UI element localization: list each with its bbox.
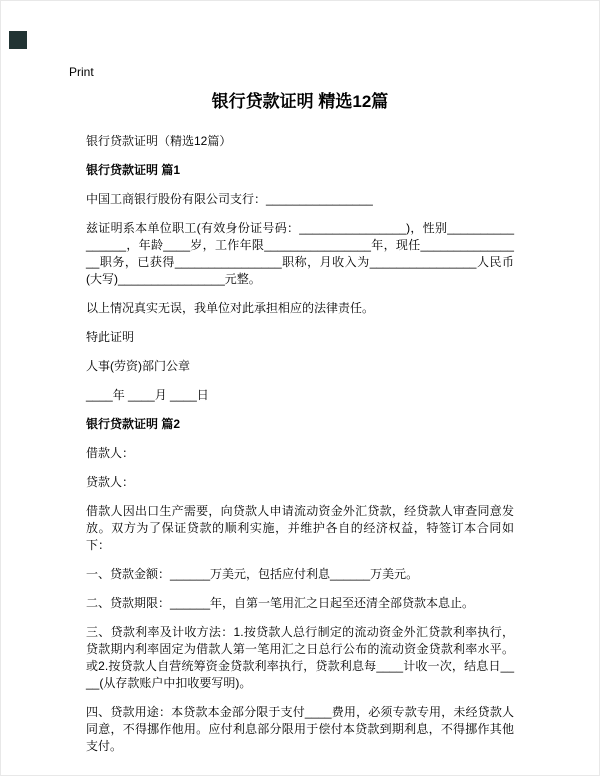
clause-1-amount: 一、贷款金额：______万美元，包括应付利息______万美元。 (86, 567, 419, 581)
borrower-line: 借款人： (86, 446, 135, 460)
clause-4-purpose: 四、贷款用途：本贷款本金部分限于支付____费用，必须专款专用，未经贷款人同意，不得挪作他用。应付利息部分限用于偿付本贷款到期利息，不得挪作其他支付。 (86, 705, 514, 753)
legal-statement: 以上情况真实无误，我单位对此承担相应的法律责任。 (86, 301, 375, 315)
lender-line: 贷款人： (86, 475, 135, 489)
contract-intro: 借款人因出口生产需要，向贷款人申请流动资金外汇贷款，经贷款人审查同意发放。双方为了保证贷款的顺利实施，并维护各自的经济权益，特签订本合同如下： (86, 504, 514, 552)
section-2-heading: 银行贷款证明 篇2 (86, 417, 181, 431)
print-button[interactable]: Print (69, 65, 94, 79)
clause-2-term: 二、贷款期限：______年，自第一笔用汇之日起至还清全部贷款本息止。 (86, 596, 475, 610)
hereby-certify-line: 特此证明 (86, 330, 135, 344)
section-1-heading: 银行贷款证明 篇1 (86, 163, 181, 177)
document-body (86, 91, 514, 767)
document-title: 银行贷款证明 精选12篇 (211, 92, 389, 111)
clause-3-interest: 三、贷款利率及计收方法：1.按贷款人总行制定的流动资金外汇贷款利率执行，贷款期内利率固定为借款人第一笔用汇之日总行公布的流动资金贷款利率水平。或2.按贷款人自营统筹资金贷款利率执行，贷款利息每____计收一次，结息日____(从存款账户中扣收要写明)。 (86, 625, 514, 690)
hr-seal-line: 人事(劳资)部门公章 (86, 359, 190, 373)
document-subtitle: 银行贷款证明（精选12篇） (86, 134, 232, 148)
certificate-body: 兹证明系本单位职工(有效身份证号码：________________)，性别________________，年龄____岁，工作年限________________年，现任________________职务，已获得________________职称，月收入为________________人民币(大写)________________元整。 (86, 221, 514, 286)
bank-branch-line: 中国工商银行股份有限公司支行：________________ (86, 192, 373, 206)
date-line: ____年 ____月 ____日 (86, 388, 209, 402)
corner-swatch (9, 31, 27, 49)
